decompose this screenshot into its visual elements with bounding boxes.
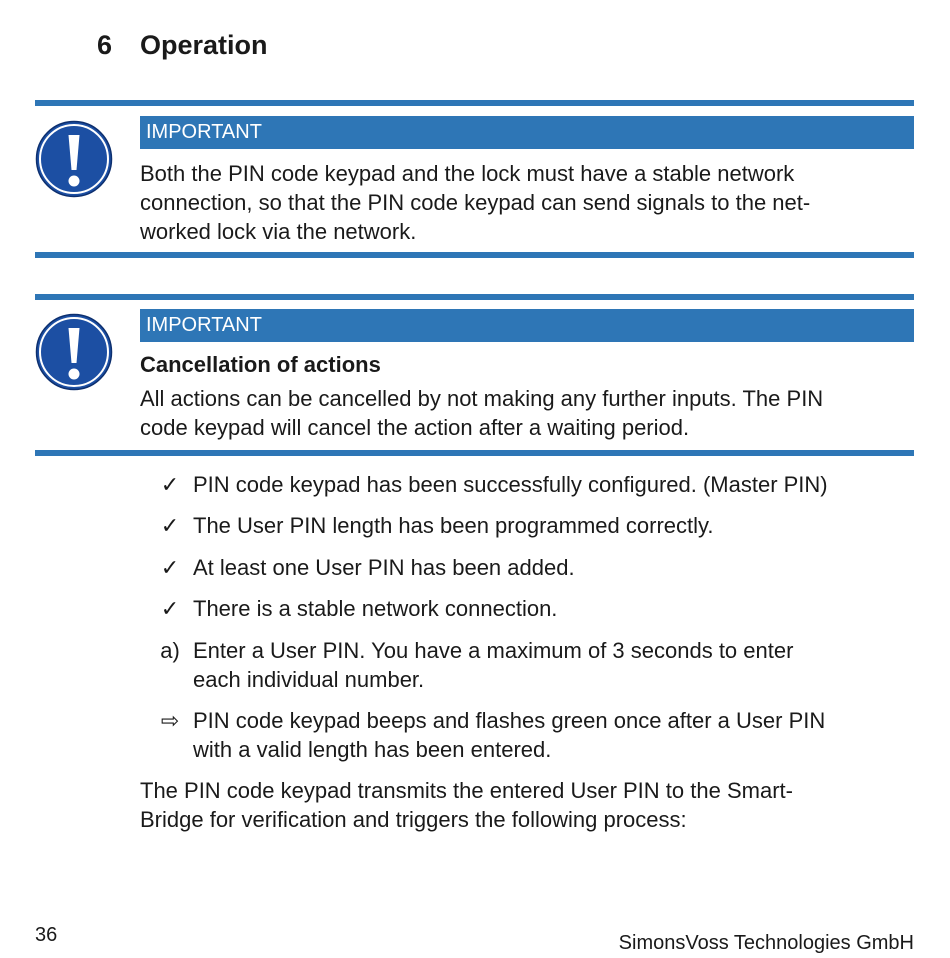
notice-bottom-rule (35, 450, 914, 456)
notice-heading: Cancellation of actions (140, 352, 381, 377)
notice-body (140, 384, 914, 442)
section-title: Operation (140, 30, 268, 60)
important-label-bar: IMPORTANT (140, 116, 914, 149)
text-line: PIN code keypad has been successfully configured. (Master PIN) (193, 472, 828, 497)
text-line: At least one User PIN has been added. (193, 555, 575, 580)
text-line: The User PIN length has been programmed correctly. (193, 513, 714, 538)
text-line: connection, so that the PIN code keypad can send signals to the net- (140, 190, 811, 215)
text-line: each individual number. (193, 667, 425, 692)
exclamation-circle-icon (35, 313, 113, 391)
exclamation-circle-icon (35, 120, 113, 198)
page-number: 36 (35, 924, 58, 946)
important-label-bar: IMPORTANT (140, 309, 914, 342)
section-number: 6 (97, 30, 113, 60)
text-line: Bridge for verification and triggers the following process: (140, 807, 687, 832)
text-line: code keypad will cancel the action after a waiting period. (140, 415, 690, 440)
check-icon: ✓ (160, 513, 180, 538)
notice-bottom-rule (35, 252, 914, 258)
closing-paragraph (140, 776, 914, 834)
arrow-right-icon: ⇨ (160, 708, 180, 733)
text-line: The PIN code keypad transmits the entered User PIN to the Smart- (140, 778, 793, 803)
text-line: There is a stable network connection. (193, 596, 558, 621)
text-line: PIN code keypad beeps and flashes green once after a User PIN (193, 708, 826, 733)
text-line: Both the PIN code keypad and the lock must have a stable network (140, 161, 795, 186)
step-marker: a) (160, 638, 180, 663)
check-icon: ✓ (160, 555, 180, 580)
company-name: SimonsVoss Technologies GmbH (618, 932, 914, 954)
notice-top-rule (35, 294, 914, 300)
notice-body (140, 159, 914, 246)
notice-top-rule (35, 100, 914, 106)
check-icon: ✓ (160, 472, 180, 497)
text-line: Enter a User PIN. You have a maximum of 3 seconds to enter (193, 638, 794, 663)
text-line: All actions can be cancelled by not making any further inputs. The PIN (140, 386, 824, 411)
text-line: with a valid length has been entered. (193, 737, 552, 762)
section-heading (97, 30, 268, 61)
check-icon: ✓ (160, 596, 180, 621)
text-line: worked lock via the network. (140, 219, 417, 244)
